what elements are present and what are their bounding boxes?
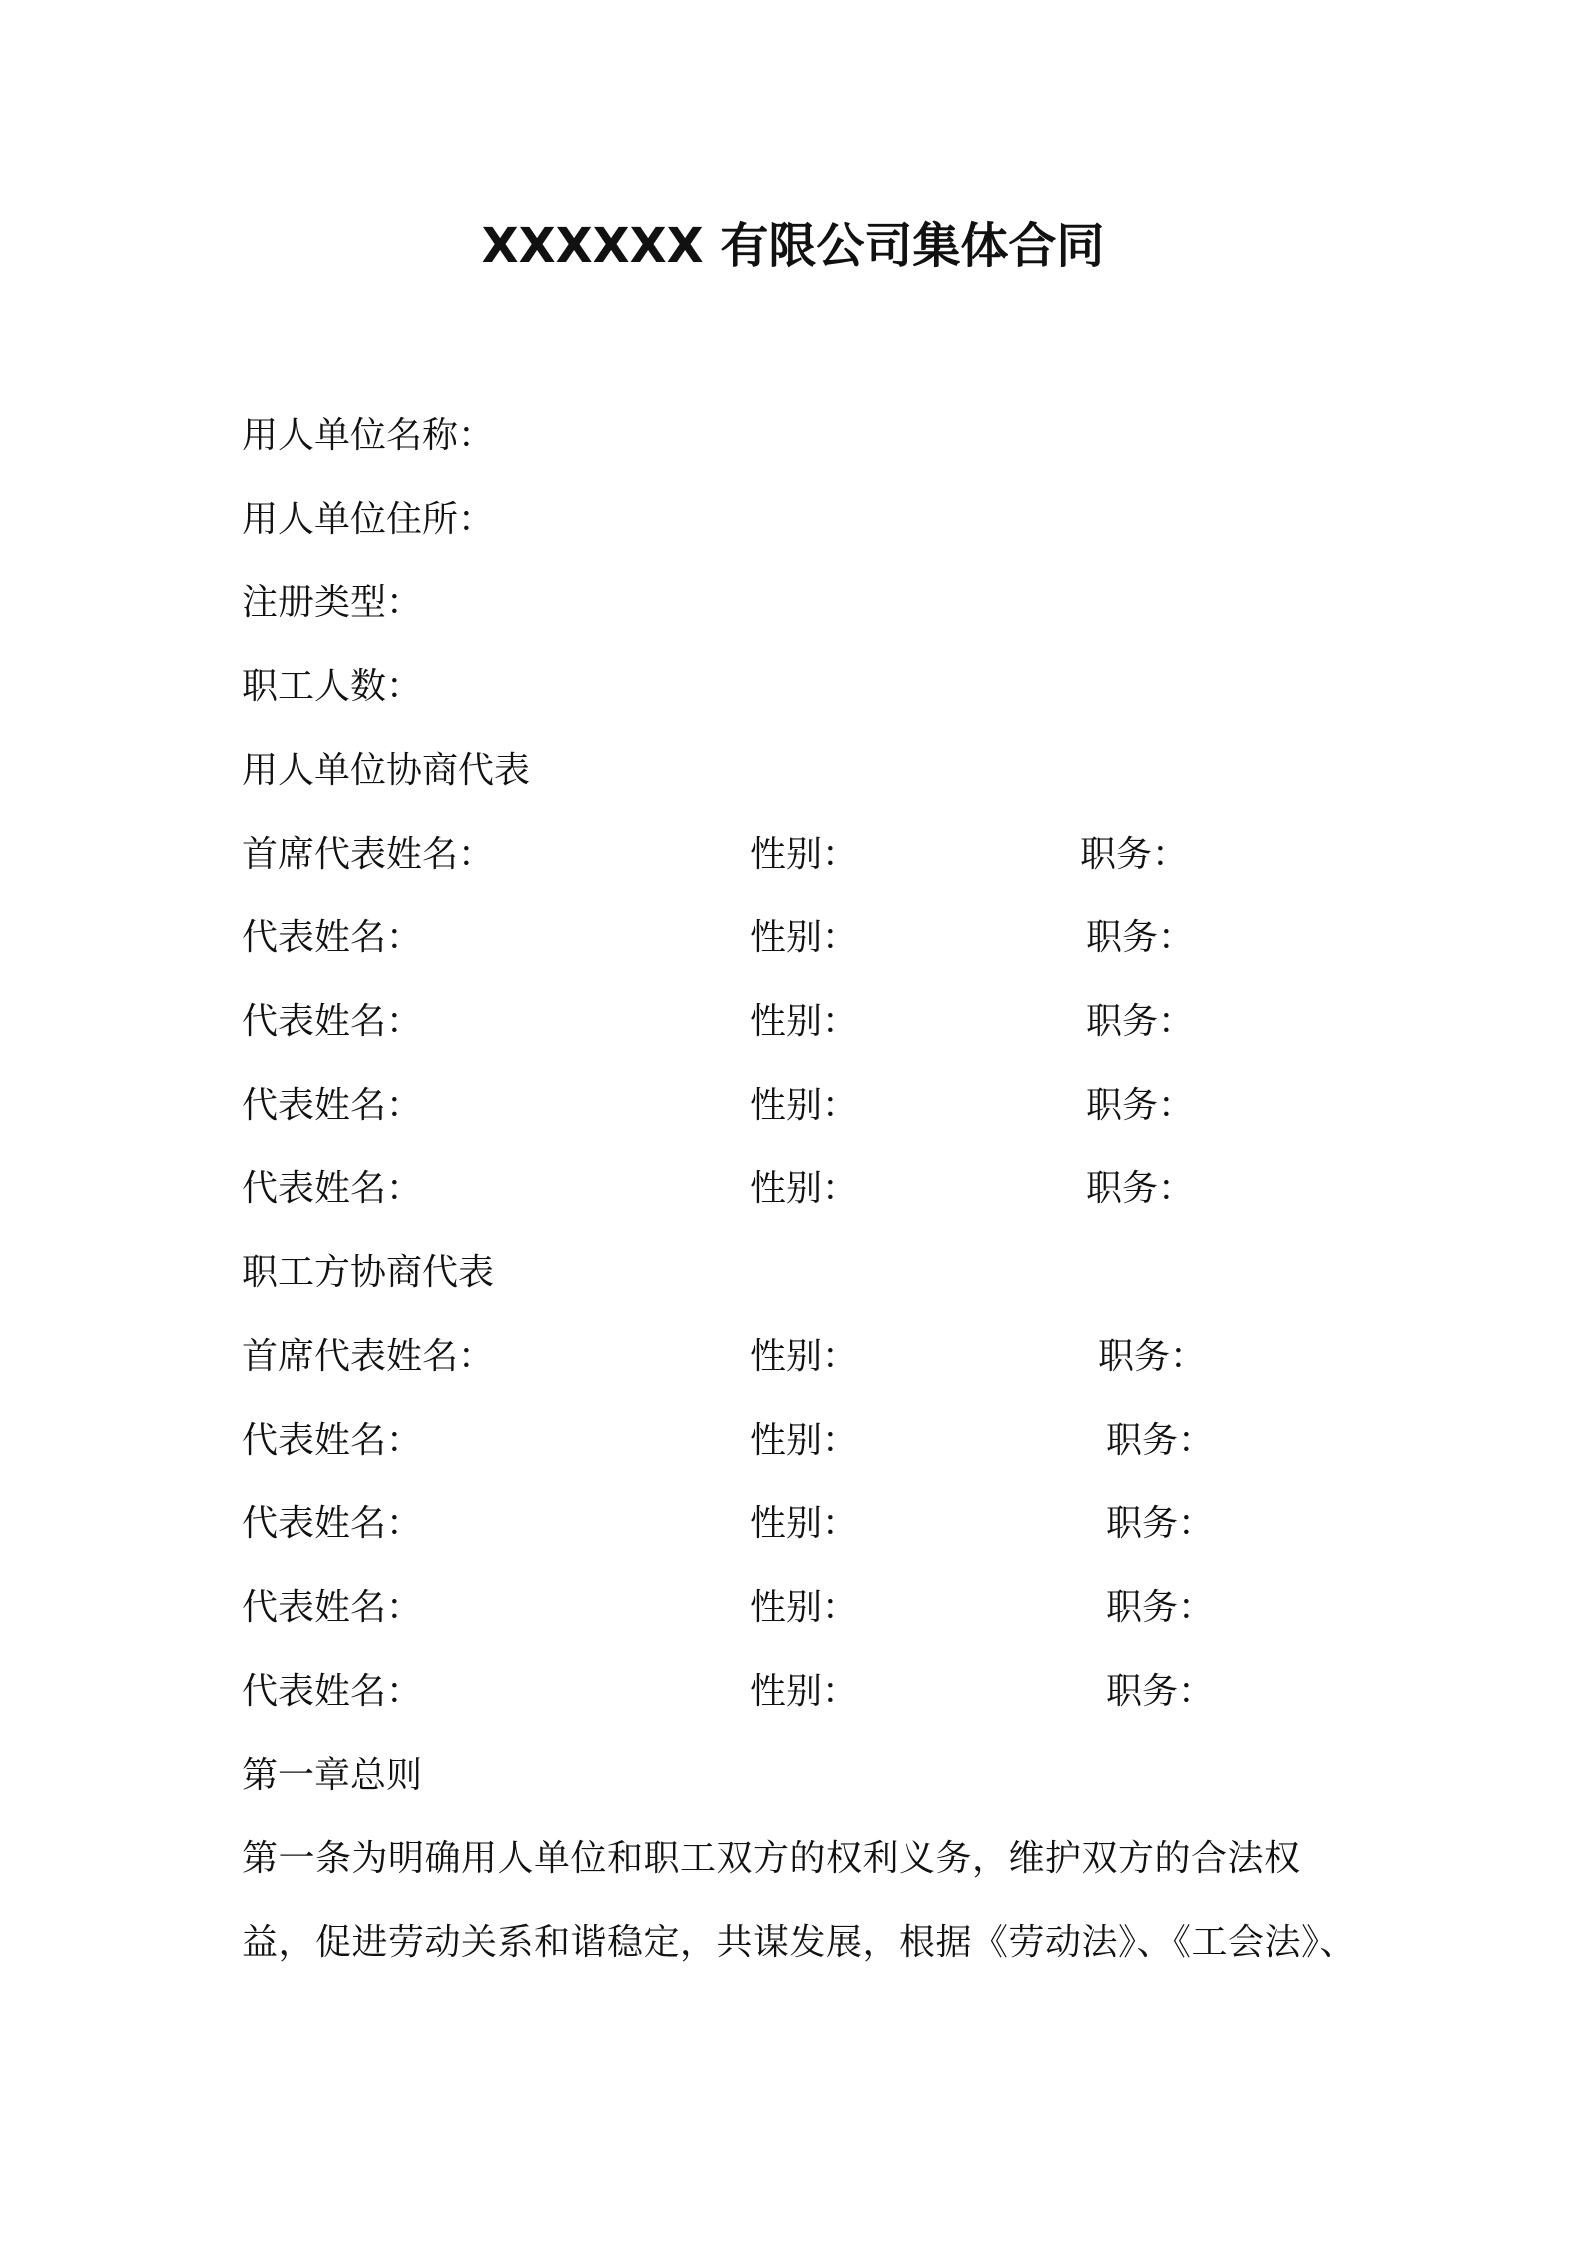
article-line: 益，促进劳动关系和谐稳定，共谋发展，根据《劳动法》、《工会法》、 [242, 1922, 1357, 1963]
rep-gender-label: 性别： [750, 1503, 859, 1544]
rep-duty-label: 职务： [1086, 917, 1195, 958]
field-employee-count: 职工人数： [242, 666, 423, 707]
rep-gender-label: 性别： [750, 1587, 859, 1628]
field-employer-address: 用人单位住所： [242, 499, 495, 540]
rep-duty-label: 职务： [1098, 1336, 1207, 1377]
rep-duty-label: 职务： [1086, 1085, 1195, 1126]
employer-section-heading: 用人单位协商代表 [242, 750, 531, 791]
chapter-heading: 第一章总则 [242, 1755, 423, 1796]
rep-gender-label: 性别： [750, 1085, 859, 1126]
rep-gender-label: 性别： [750, 917, 859, 958]
rep-duty-label: 职务： [1080, 834, 1189, 875]
document-title: XXXXXX 有限公司集体合同 [481, 218, 1105, 274]
rep-duty-label: 职务： [1106, 1503, 1215, 1544]
article-line: 第一条为明确用人单位和职工双方的权利义务，维护双方的合法权 [242, 1838, 1301, 1879]
field-registration-type: 注册类型： [242, 582, 423, 623]
rep-name-label: 代表姓名： [242, 917, 423, 958]
rep-duty-label: 职务： [1106, 1587, 1215, 1628]
rep-gender-label: 性别： [750, 1671, 859, 1712]
employee-section-heading: 职工方协商代表 [242, 1252, 495, 1293]
rep-duty-label: 职务： [1106, 1420, 1215, 1461]
rep-name-label: 首席代表姓名： [242, 834, 495, 875]
rep-duty-label: 职务： [1106, 1671, 1215, 1712]
rep-gender-label: 性别： [750, 834, 859, 875]
rep-name-label: 首席代表姓名： [242, 1336, 495, 1377]
rep-gender-label: 性别： [750, 1168, 859, 1209]
rep-gender-label: 性别： [750, 1001, 859, 1042]
rep-name-label: 代表姓名： [242, 1168, 423, 1209]
rep-duty-label: 职务： [1086, 1168, 1195, 1209]
rep-name-label: 代表姓名： [242, 1671, 423, 1712]
rep-name-label: 代表姓名： [242, 1503, 423, 1544]
rep-duty-label: 职务： [1086, 1001, 1195, 1042]
rep-name-label: 代表姓名： [242, 1420, 423, 1461]
rep-name-label: 代表姓名： [242, 1001, 423, 1042]
rep-gender-label: 性别： [750, 1420, 859, 1461]
rep-name-label: 代表姓名： [242, 1587, 423, 1628]
rep-name-label: 代表姓名： [242, 1085, 423, 1126]
rep-gender-label: 性别： [750, 1336, 859, 1377]
field-employer-name: 用人单位名称： [242, 415, 495, 456]
